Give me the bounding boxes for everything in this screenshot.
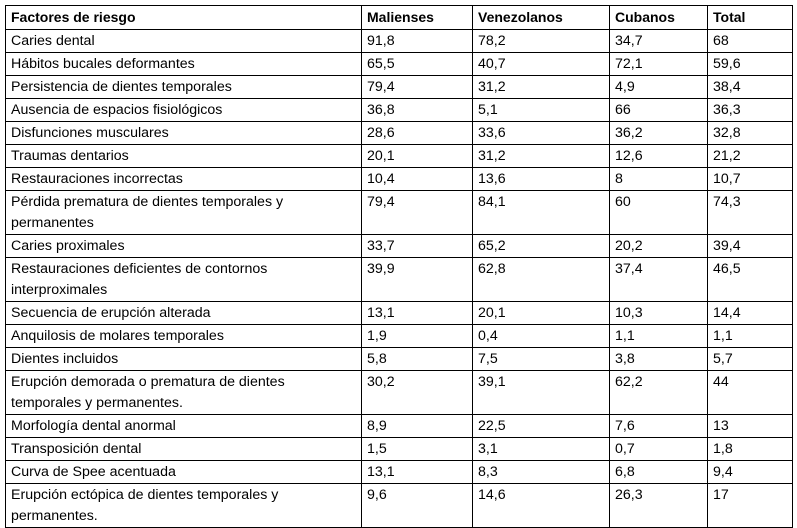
- cubanos-cell: 4,9: [610, 76, 708, 99]
- cubanos-cell: 3,8: [610, 348, 708, 371]
- factor-cell: Dientes incluidos: [6, 348, 362, 371]
- factor-cell: Restauraciones incorrectas: [6, 168, 362, 191]
- venezolanos-cell: 78,2: [473, 30, 610, 53]
- total-cell: 5,7: [708, 348, 793, 371]
- factor-cell: Restauraciones deficientes de contornos interproximales: [6, 258, 362, 302]
- venezolanos-cell: 20,1: [473, 302, 610, 325]
- table-row: [6, 415, 793, 438]
- venezolanos-cell: 31,2: [473, 145, 610, 168]
- total-cell: 17: [708, 484, 793, 528]
- header-row: [6, 6, 793, 30]
- venezolanos-cell: 0,4: [473, 325, 610, 348]
- cubanos-cell: 8: [610, 168, 708, 191]
- total-cell: 10,7: [708, 168, 793, 191]
- cubanos-cell: 7,6: [610, 415, 708, 438]
- cubanos-cell: 10,3: [610, 302, 708, 325]
- total-cell: 38,4: [708, 76, 793, 99]
- malienses-cell: 91,8: [362, 30, 473, 53]
- factor-cell: Morfología dental anormal: [6, 415, 362, 438]
- table-row: [6, 99, 793, 122]
- total-cell: 44: [708, 371, 793, 415]
- factor-cell: Caries dental: [6, 30, 362, 53]
- factor-cell: Pérdida prematura de dientes temporales y permanentes: [6, 191, 362, 235]
- malienses-cell: 20,1: [362, 145, 473, 168]
- header-malienses: Malienses: [362, 6, 473, 30]
- cubanos-cell: 6,8: [610, 461, 708, 484]
- cubanos-cell: 12,6: [610, 145, 708, 168]
- total-cell: 1,1: [708, 325, 793, 348]
- table-row: [6, 302, 793, 325]
- factor-cell: Persistencia de dientes temporales: [6, 76, 362, 99]
- table-row: [6, 53, 793, 76]
- venezolanos-cell: 33,6: [473, 122, 610, 145]
- table-body: [6, 30, 793, 528]
- factor-cell: Ausencia de espacios fisiológicos: [6, 99, 362, 122]
- factor-cell: Erupción demorada o prematura de dientes temporales y permanentes.: [6, 371, 362, 415]
- table-row: [6, 235, 793, 258]
- venezolanos-cell: 8,3: [473, 461, 610, 484]
- malienses-cell: 79,4: [362, 191, 473, 235]
- malienses-cell: 79,4: [362, 76, 473, 99]
- total-cell: 21,2: [708, 145, 793, 168]
- venezolanos-cell: 7,5: [473, 348, 610, 371]
- header-factores: Factores de riesgo: [6, 6, 362, 30]
- venezolanos-cell: 13,6: [473, 168, 610, 191]
- cubanos-cell: 36,2: [610, 122, 708, 145]
- table-row: [6, 191, 793, 235]
- malienses-cell: 5,8: [362, 348, 473, 371]
- header-venezolanos: Venezolanos: [473, 6, 610, 30]
- cubanos-cell: 1,1: [610, 325, 708, 348]
- table-row: [6, 145, 793, 168]
- header-cubanos: Cubanos: [610, 6, 708, 30]
- total-cell: 59,6: [708, 53, 793, 76]
- venezolanos-cell: 40,7: [473, 53, 610, 76]
- table-row: [6, 348, 793, 371]
- cubanos-cell: 20,2: [610, 235, 708, 258]
- cubanos-cell: 62,2: [610, 371, 708, 415]
- cubanos-cell: 66: [610, 99, 708, 122]
- total-cell: 36,3: [708, 99, 793, 122]
- total-cell: 46,5: [708, 258, 793, 302]
- malienses-cell: 36,8: [362, 99, 473, 122]
- malienses-cell: 65,5: [362, 53, 473, 76]
- cubanos-cell: 60: [610, 191, 708, 235]
- total-cell: 1,8: [708, 438, 793, 461]
- factor-cell: Anquilosis de molares temporales: [6, 325, 362, 348]
- total-cell: 13: [708, 415, 793, 438]
- venezolanos-cell: 22,5: [473, 415, 610, 438]
- malienses-cell: 9,6: [362, 484, 473, 528]
- malienses-cell: 33,7: [362, 235, 473, 258]
- venezolanos-cell: 5,1: [473, 99, 610, 122]
- cubanos-cell: 0,7: [610, 438, 708, 461]
- total-cell: 32,8: [708, 122, 793, 145]
- cubanos-cell: 34,7: [610, 30, 708, 53]
- cubanos-cell: 26,3: [610, 484, 708, 528]
- factor-cell: Caries proximales: [6, 235, 362, 258]
- venezolanos-cell: 65,2: [473, 235, 610, 258]
- total-cell: 9,4: [708, 461, 793, 484]
- table-row: [6, 122, 793, 145]
- malienses-cell: 13,1: [362, 461, 473, 484]
- risk-factors-table: [5, 5, 793, 528]
- table-row: [6, 76, 793, 99]
- total-cell: 68: [708, 30, 793, 53]
- malienses-cell: 8,9: [362, 415, 473, 438]
- table-row: [6, 371, 793, 415]
- malienses-cell: 13,1: [362, 302, 473, 325]
- table-row: [6, 325, 793, 348]
- table-row: [6, 168, 793, 191]
- factor-cell: Curva de Spee acentuada: [6, 461, 362, 484]
- table-row: [6, 461, 793, 484]
- factor-cell: Disfunciones musculares: [6, 122, 362, 145]
- factor-cell: Secuencia de erupción alterada: [6, 302, 362, 325]
- cubanos-cell: 37,4: [610, 258, 708, 302]
- malienses-cell: 28,6: [362, 122, 473, 145]
- malienses-cell: 10,4: [362, 168, 473, 191]
- malienses-cell: 1,9: [362, 325, 473, 348]
- total-cell: 74,3: [708, 191, 793, 235]
- venezolanos-cell: 84,1: [473, 191, 610, 235]
- total-cell: 14,4: [708, 302, 793, 325]
- cubanos-cell: 72,1: [610, 53, 708, 76]
- table-row: [6, 484, 793, 528]
- total-cell: 39,4: [708, 235, 793, 258]
- header-total: Total: [708, 6, 793, 30]
- factor-cell: Erupción ectópica de dientes temporales y permanentes.: [6, 484, 362, 528]
- table-row: [6, 30, 793, 53]
- table-row: [6, 258, 793, 302]
- malienses-cell: 39,9: [362, 258, 473, 302]
- venezolanos-cell: 39,1: [473, 371, 610, 415]
- venezolanos-cell: 31,2: [473, 76, 610, 99]
- factor-cell: Hábitos bucales deformantes: [6, 53, 362, 76]
- venezolanos-cell: 14,6: [473, 484, 610, 528]
- malienses-cell: 30,2: [362, 371, 473, 415]
- factor-cell: Traumas dentarios: [6, 145, 362, 168]
- venezolanos-cell: 3,1: [473, 438, 610, 461]
- factor-cell: Transposición dental: [6, 438, 362, 461]
- venezolanos-cell: 62,8: [473, 258, 610, 302]
- table-row: [6, 438, 793, 461]
- malienses-cell: 1,5: [362, 438, 473, 461]
